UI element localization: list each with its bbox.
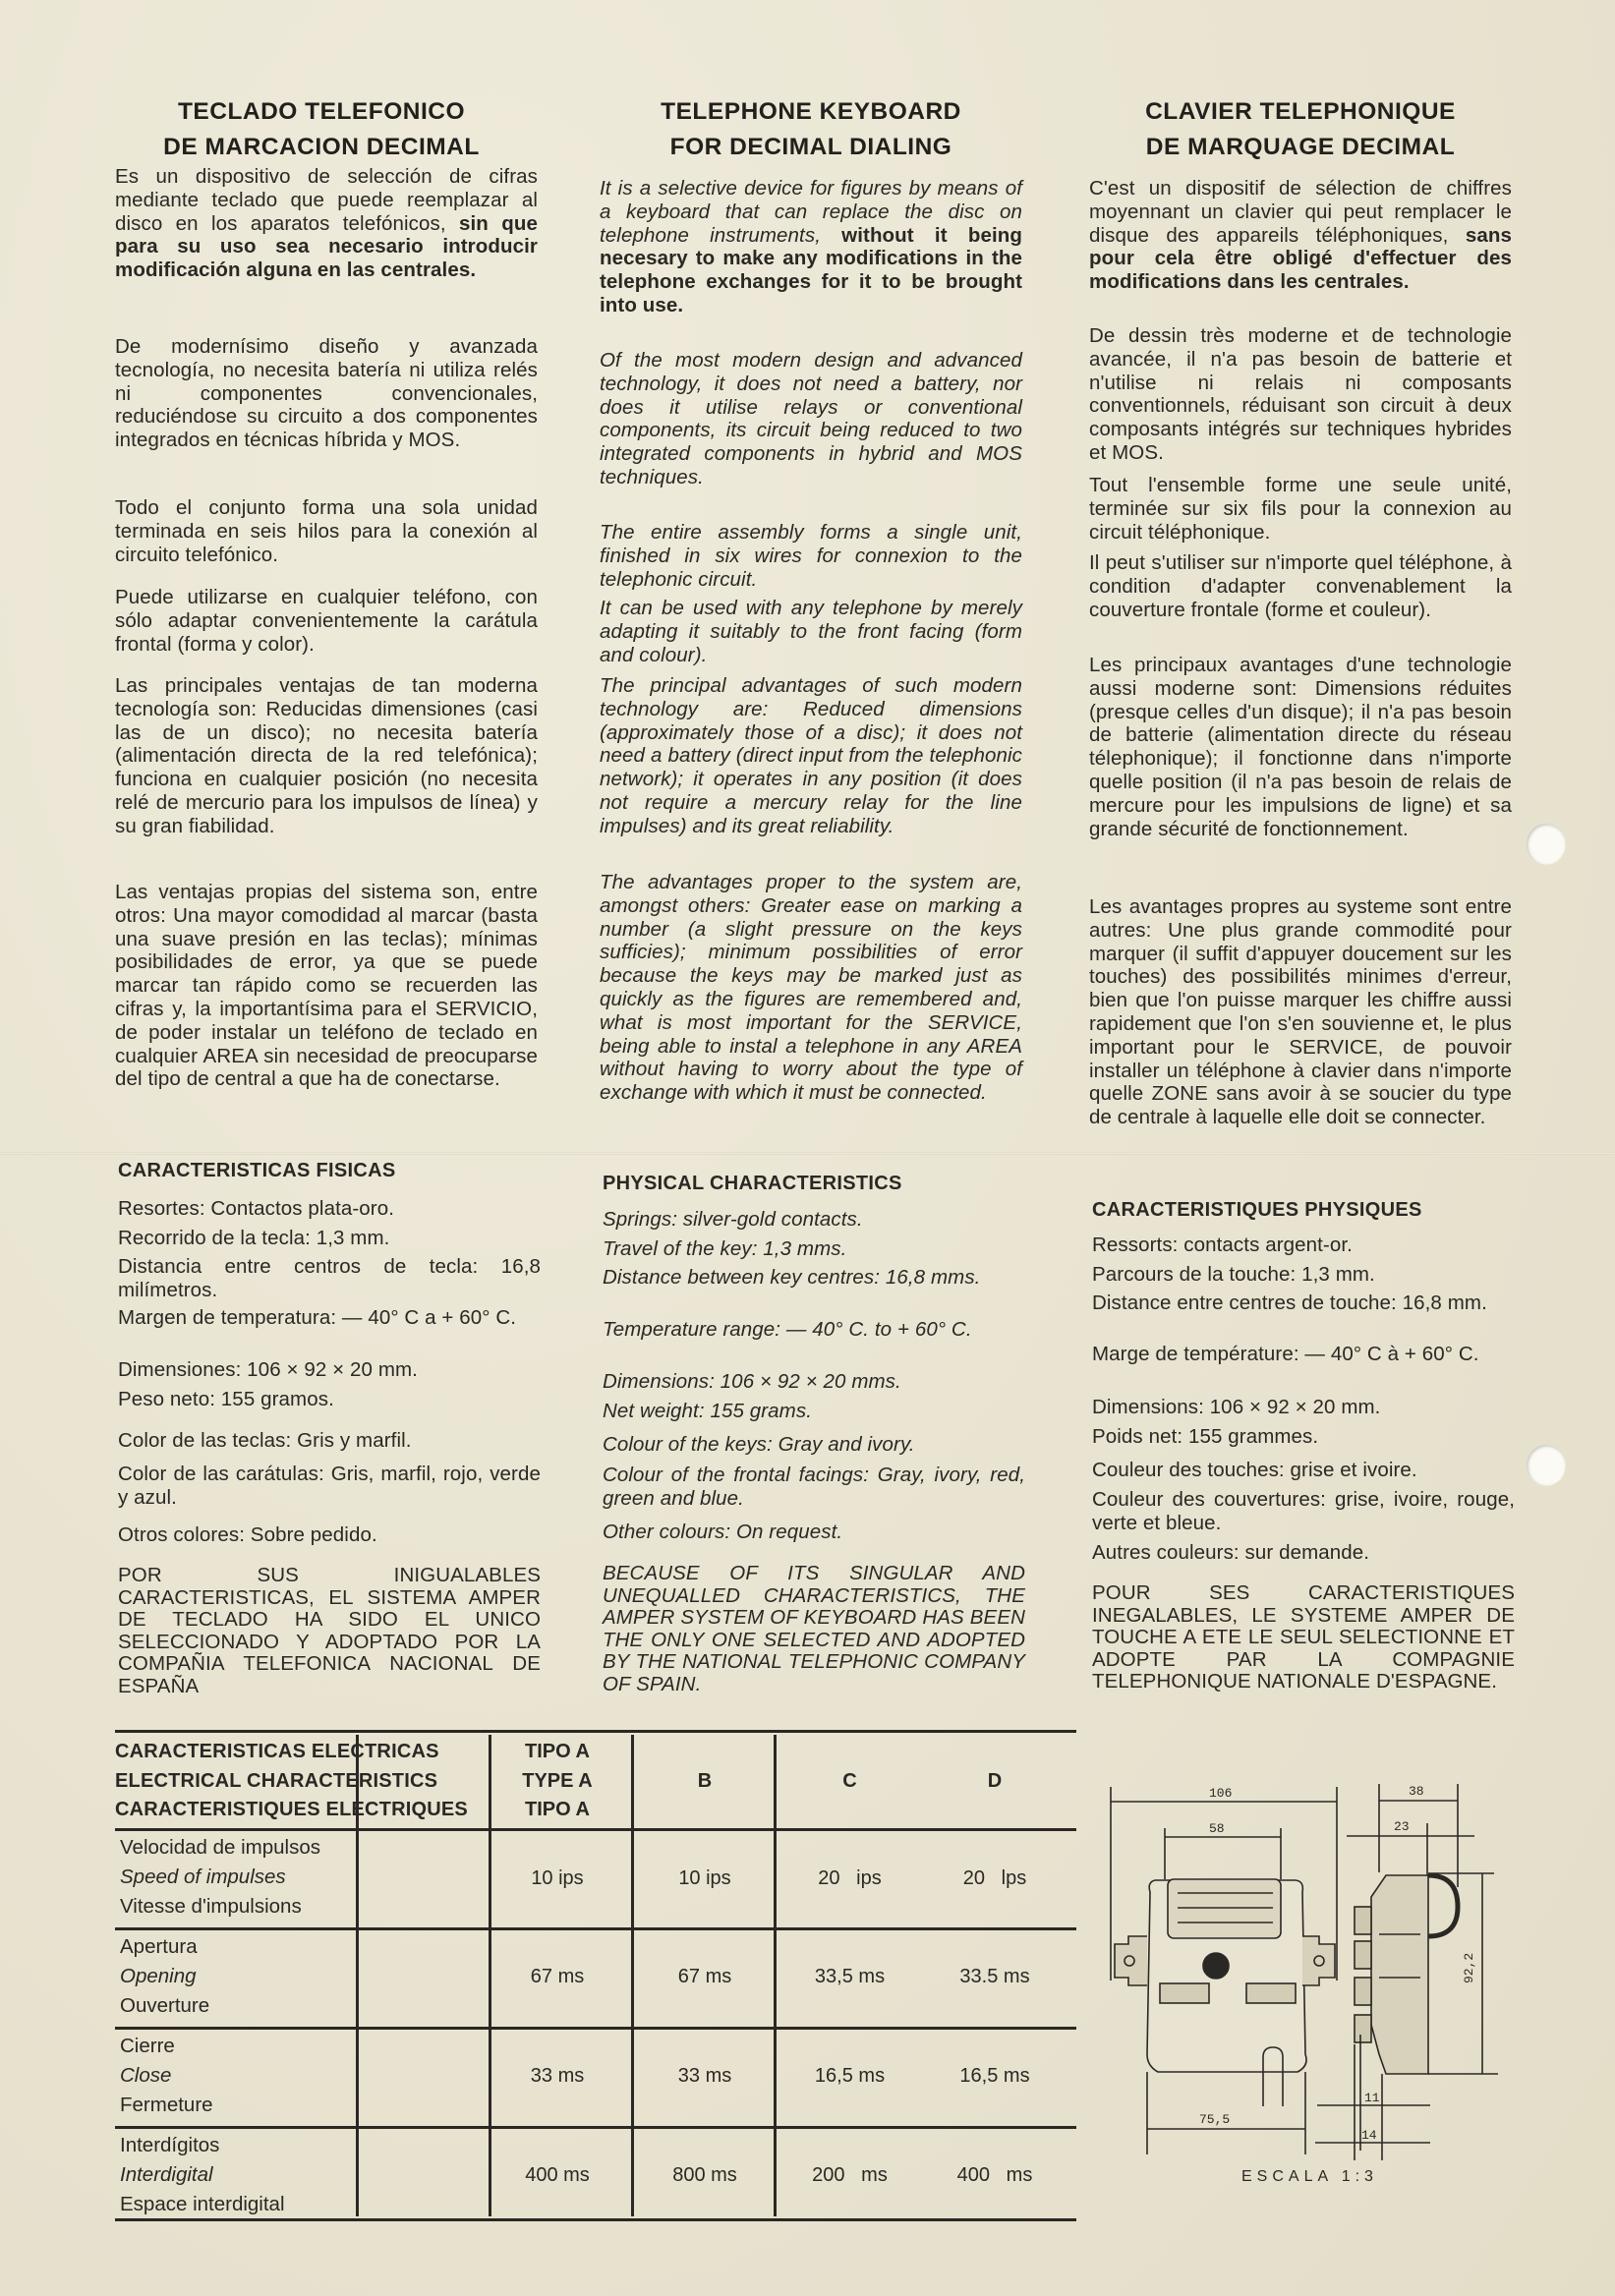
header-fr: CARACTERISTIQUES ELECTRIQUES [115,1799,468,1820]
spec-item: Couleur des couvertures: grise, ivoire, rouge, verte et bleue. [1092,1488,1515,1534]
cell-value: 67 ms [677,1966,732,1987]
advantages-paragraph: The principal advantages of such modern technology are: Reduced dimensions (approximately those of a disc); it does not need a battery (direct input from the telephonic network); it operates in any position (it does not require a mercury relay for the line impulses) and its great reliability. [600,674,1022,837]
intro-paragraph [115,165,538,282]
table-divider [774,1735,777,2216]
title-line-2: DE MARCACION DECIMAL [163,134,480,161]
label-es: Apertura [120,1935,198,1958]
closing-statement: POUR SES CARACTERISTIQUES INEGALABLES, LE SYSTEME AMPER DE TOUCHE A ETE LE SEUL SELECTIONNE ET ADOPTE PAR LA COMPAGNIE TELEPHONIQUE NATIONALE D'ESPAGNE. [1092,1581,1515,1693]
intro-bold-text: sin que para su uso sea necesario introducir modificación alguna en las centrales. [115,211,538,282]
spec-item: Color de las teclas: Gris y marfil. [118,1429,412,1452]
table-header-label [115,1738,508,1825]
cell-value: 200 ms [812,2164,888,2186]
system-advantages-paragraph: The advantages proper to the system are, amongst others: Greater ease on marking a number (a slight pressure on the keys sufficies); minimum possibilities of error because the keys may be marked just as quickly as the figures are remembered and, what is most important for the SERVICE, being able to instal a telephone in any AREA without having to worry about the type of exchange with which it must be connected. [600,871,1022,1105]
label-es: Interdígitos [120,2134,220,2156]
spec-item: Dimensions: 106 × 92 × 20 mm. [1092,1396,1381,1418]
keyboard-technical-drawing [1101,1759,1543,2211]
row-rule [115,2126,1076,2129]
spec-item: Colour of the keys: Gray and ivory. [603,1433,915,1456]
intro-bold-text: without it being necesary to make any modifications in the telephone exchanges for it to be brought into use. [600,223,1022,316]
title-line-2: FOR DECIMAL DIALING [669,134,952,161]
spec-item: Margen de temperatura: — 40° C a + 60° C. [118,1306,517,1329]
dim-inner-depth: 23 [1394,1819,1410,1834]
closing-statement: BECAUSE OF ITS SINGULAR AND UNEQUALLED CHARACTERISTICS, THE AMPER SYSTEM OF KEYBOARD HAS BEEN THE ONLY ONE SELECTED AND ADOPTED BY THE NATIONAL TELEPHONIC COMPANY OF SPAIN. [603,1562,1025,1695]
spec-item: Otros colores: Sobre pedido. [118,1523,377,1546]
cell-value: 33.5 ms [959,1966,1030,1987]
row-rule [115,1927,1076,1930]
spec-item: Net weight: 155 grams. [603,1400,812,1422]
advantages-paragraph: Las principales ventajas de tan moderna tecnología son: Reducidas dimensiones (casi las de un disco); no necesita batería (alimentación directa de la red telefónica); funciona en cualquier posición (no necesita relé de mercurio para los impulsos de línea) y su gran fiabilidad. [115,674,538,837]
label-fr: Vitesse d'impulsions [120,1895,302,1918]
row-rule [115,1828,1076,1831]
dim-depth: 38 [1409,1784,1424,1799]
title-spanish [105,94,538,165]
title-line-1: CLAVIER TELEPHONIQUE [1145,98,1456,126]
system-advantages-paragraph: Las ventajas propias del sistema son, entre otros: Una mayor comodidad al marcar (basta una suave presión en las teclas); mínimas posibilidades de error, ya que se puede marcar tan rápido como se recuerden las cifras y, la importantísima para el SERVICIO, de poder instalar un teléfono de teclado en cualquier AREA sin necesidad de preocuparse del tipo de central a que ha de conectarse. [115,881,538,1091]
spec-item: Couleur des touches: grise et ivoire. [1092,1459,1417,1481]
spec-item: Travel of the key: 1,3 mms. [603,1237,847,1260]
label-fr: Espace interdigital [120,2193,285,2215]
cell-value: 16,5 ms [959,2065,1030,2087]
usage-paragraph: It can be used with any telephone by merely adapting it suitably to the front facing (form and colour). [600,597,1022,666]
title-french [1084,94,1517,165]
row-label-interdigital [120,2131,285,2219]
spec-item: Springs: silver-gold contacts. [603,1208,863,1231]
electrical-characteristics-table [115,1730,1078,2219]
cell-value: 33 ms [530,2065,585,2087]
cell-value: 33,5 ms [814,1966,886,1987]
intro-bold-text: sans pour cela être obligé d'effectuer des modifications dans les centrales. [1089,223,1512,294]
punch-hole [1527,824,1566,865]
table-divider [631,1735,634,2216]
intro-text: It is a selective device for figures by means of a keyboard that can replace the disc on telephone instruments, [600,177,1022,247]
label-en: Interdigital [120,2163,213,2186]
spec-item: Distancia entre centros de tecla: 16,8 milímetros. [118,1255,541,1301]
unit-paragraph: Tout l'ensemble forme une seule unité, terminée sur six fils pour la connexion au circuit téléphonique. [1089,474,1512,544]
intro-paragraph [1089,177,1512,294]
row-rule [115,2027,1076,2030]
label-en: Speed of impulses [120,1866,286,1888]
cell-value: 20 lps [962,1867,1027,1889]
cell-value: 400 ms [956,2164,1033,2186]
spec-item: Color de las carátulas: Gris, marfil, rojo, verde y azul. [118,1463,541,1509]
spec-item: Recorrido de la tecla: 1,3 mm. [118,1227,390,1249]
design-paragraph: Of the most modern design and advanced technology, it does not need a battery, nor does it utilise relays or conventional components, its circuit being reduced to two integrated components in hybrid and MOS techniques. [600,349,1022,488]
label-es: Velocidad de impulsos [120,1836,320,1859]
title-english [595,94,1027,165]
paper-fold-line [0,1152,1615,1155]
label-fr: Fermeture [120,2094,213,2116]
label-en: Close [120,2064,172,2087]
label-en: Opening [120,1965,197,1987]
type-a-es: TIPO A [525,1741,590,1762]
spec-item: Colour of the frontal facings: Gray, ivory, red, green and blue. [603,1464,1025,1510]
dim-width: 106 [1209,1786,1233,1801]
physical-heading: CARACTERISTICAS FISICAS [118,1160,396,1181]
spec-item: Autres couleurs: sur demande. [1092,1541,1370,1564]
cell-value: 10 ips [678,1867,731,1889]
cell-value: 10 ips [531,1867,584,1889]
row-label-close [120,2032,213,2120]
spec-item: Distance entre centres de touche: 16,8 mm. [1092,1292,1487,1314]
unit-paragraph: Todo el conjunto forma una sola unidad terminada en seis hilos para la conexión al circuito telefónico. [115,496,538,566]
punch-hole [1527,1445,1566,1486]
header-type-b: B [697,1770,713,1792]
header-type-c: C [842,1770,857,1792]
cell-value: 16,5 ms [814,2065,886,2087]
drawing-scale-label: ESCALA 1:3 [1241,2168,1378,2185]
label-es: Cierre [120,2035,175,2057]
cell-value: 33 ms [677,2065,732,2087]
row-label-opening [120,1932,209,2021]
intro-text: C'est un dispositif de sélection de chiffres moyennant un clavier qui peut remplacer le disque des appareils téléphoniques, [1089,177,1512,247]
spec-item: Dimensions: 106 × 92 × 20 mms. [603,1370,901,1393]
spec-item: Temperature range: — 40° C. to + 60° C. [603,1318,972,1341]
title-line-2: DE MARQUAGE DECIMAL [1145,134,1456,161]
cell-value: 800 ms [672,2164,737,2186]
system-advantages-paragraph: Les avantages propres au systeme sont entre autres: Une plus grande commodité pour marquer (il suffit d'appuyer doucement sur les touches) des possibilités minimes d'erreur, bien que l'on puisse marquer les chiffre aussi rapidement que l'on s'en souvienne et, le plus important pour le SERVICE, de pouvoir installer un téléphone à clavier dans n'importe quelle ZONE sans avoir à se soucier du type de centrale à laquelle elle doit se connecter. [1089,895,1512,1129]
type-a-en: TYPE A [522,1769,593,1792]
intro-text: Es un dispositivo de selección de cifras mediante teclado que puede reemplazar al disco en los aparatos telefónicos, [115,165,538,235]
header-es: CARACTERISTICAS ELECTRICAS [115,1741,439,1762]
spec-item: Parcours de la touche: 1,3 mm. [1092,1263,1375,1286]
closing-statement: POR SUS INIGUALABLES CARACTERISTICAS, EL SISTEMA AMPER DE TECLADO HA SIDO EL UNICO SELECCIONADO Y ADOPTADO POR LA COMPAÑIA TELEFONICA NACIONAL DE ESPAÑA [118,1564,541,1697]
design-paragraph: De modernísimo diseño y avanzada tecnología, no necesita batería ni utiliza relés ni componentes convencionales, reduciéndose su circuito a dos componentes integrados en técnicas híbrida y MOS. [115,335,538,452]
spec-item: Peso neto: 155 gramos. [118,1388,334,1410]
dim-11: 11 [1364,2091,1380,2105]
dim-14: 14 [1361,2128,1377,2143]
spec-item: Distance between key centres: 16,8 mms. [603,1266,981,1289]
spec-item: Marge de température: — 40° C à + 60° C. [1092,1343,1479,1365]
spec-item: Ressorts: contacts argent-or. [1092,1234,1353,1256]
title-line-1: TECLADO TELEFONICO [177,98,466,126]
unit-paragraph: The entire assembly forms a single unit, finished in six wires for connexion to the telephonic circuit. [600,521,1022,591]
title-line-1: TELEPHONE KEYBOARD [661,98,961,126]
header-type-d: D [987,1770,1003,1792]
dim-window: 58 [1209,1821,1225,1836]
label-fr: Ouverture [120,1994,210,2017]
advantages-paragraph: Les principaux avantages d'une technologie aussi moderne sont: Dimensions réduites (presque celles d'un disque); il n'a pas besoin de batterie (alimentation directe du réseau télephonique); il fonctionne dans n'importe quelle position (il n'a pas besoin de relais de mercure pour les impulsions de ligne) et sa grande sécurité de fonctionnement. [1089,654,1512,840]
type-a-fr: TIPO A [525,1799,590,1820]
spec-item: Other colours: On request. [603,1521,843,1543]
cell-value: 67 ms [530,1966,585,1987]
header-type-a [498,1738,616,1825]
table-rule [115,1730,1076,1733]
spec-item: Dimensiones: 106 × 92 × 20 mm. [118,1358,418,1381]
cell-value: 400 ms [525,2164,590,2186]
header-en: ELECTRICAL CHARACTERISTICS [115,1769,438,1792]
spec-item: Resortes: Contactos plata-oro. [118,1197,395,1220]
usage-paragraph: Il peut s'utiliser sur n'importe quel téléphone, à condition d'adapter convenablement la couverture frontale (forme et couleur). [1089,551,1512,621]
intro-paragraph [600,177,1022,317]
spec-item: Poids net: 155 grammes. [1092,1425,1319,1448]
design-paragraph: De dessin très moderne et de technologie avancée, il n'a pas besoin de batterie et n'utilise ni relais ni composants conventionnels, réduisant son circuit à deux composants intégrés sur techniques hybrides et MOS. [1089,324,1512,464]
dim-height: 92,2 [1462,1952,1476,1983]
cell-value: 20 ips [818,1867,882,1889]
row-label-speed [120,1833,320,1922]
dim-mount: 75,5 [1199,2112,1231,2127]
physical-heading: PHYSICAL CHARACTERISTICS [603,1173,902,1194]
usage-paragraph: Puede utilizarse en cualquier teléfono, con sólo adaptar convenientemente la carátula frontal (forma y color). [115,586,538,656]
physical-heading: CARACTERISTIQUES PHYSIQUES [1092,1199,1422,1221]
